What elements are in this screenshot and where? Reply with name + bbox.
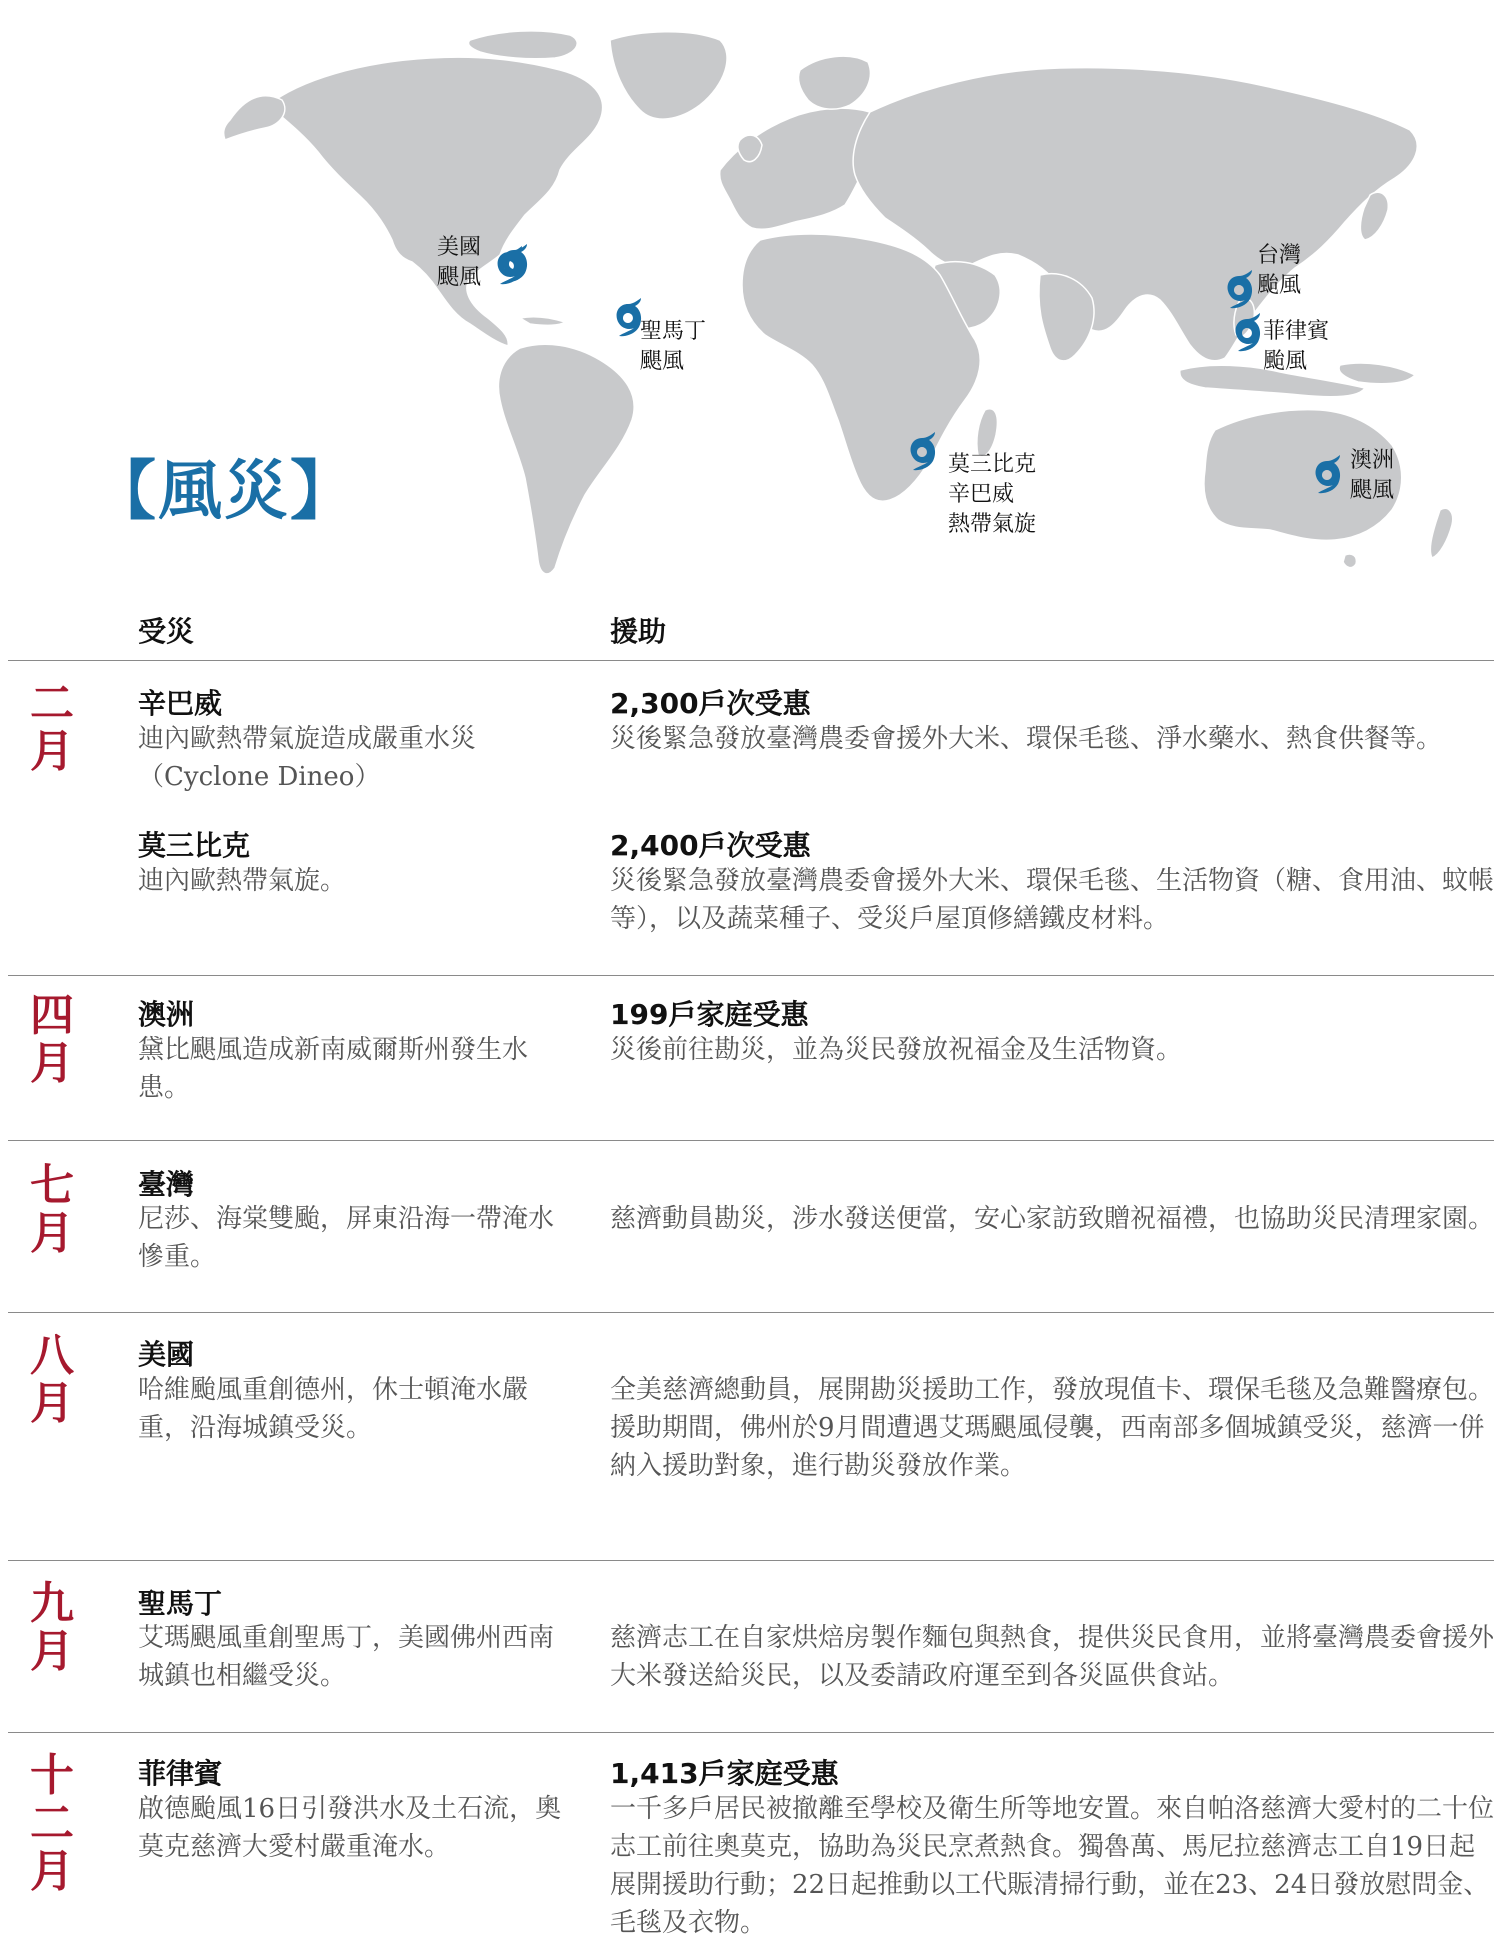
divider [8,1732,1494,1733]
map-label-australia: 澳洲 颶風 [1350,448,1395,503]
aid-desc: 全美慈濟總動員，展開勘災援助工作，發放現值卡、環保毛毯及急難醫療包。援助期間，佛州於9月間遭遇艾瑪颶風侵襲，西南部多個城鎮受災，慈濟一併納入援助對象，進行勘災發放作業。 [610,1375,1495,1481]
aid-title: 1,413戶家庭受惠 [610,1757,839,1790]
typhoon-icon [497,244,531,286]
month-label: 九 月 [30,1578,74,1677]
section-title: 【風災】 [92,454,356,529]
aid-title: 2,400戶次受惠 [610,829,811,862]
aid-title: 199戶家庭受惠 [610,998,809,1031]
map-label-usa: 美國 颶風 [437,235,482,290]
divider [8,1312,1494,1313]
landmass-new-guinea [1339,363,1415,384]
map-label-st-maarten: 聖馬丁 颶風 [640,319,707,374]
aid-desc: 災後緊急發放臺灣農委會援外大米、環保毛毯、淨水藥水、熱食供餐等。 [610,724,1443,754]
divider [8,1560,1494,1561]
disaster-place: 辛巴威 [138,687,223,720]
aid-title: 2,300戶次受惠 [610,687,811,720]
month-label: 四 月 [30,990,74,1089]
landmass-greenland [610,32,727,119]
disaster-place: 臺灣 [138,1168,195,1201]
disaster-desc: 啟德颱風16日引發洪水及土石流，奧莫克慈濟大愛村嚴重淹水。 [138,1794,562,1862]
divider [8,660,1494,661]
header-disaster: 受災 [138,615,195,648]
landmass-south-america [498,344,634,574]
disaster-place: 美國 [138,1338,195,1371]
map-label-philippines: 菲律賓 颱風 [1263,319,1330,374]
month-label: 八 月 [30,1330,74,1429]
landmass-alaska [224,96,285,140]
landmass-caribbean [520,317,565,326]
disaster-place: 聖馬丁 [138,1587,223,1620]
typhoon-icon [1310,455,1344,497]
disaster-desc: 迪內歐熱帶氣旋。 [138,866,347,896]
map-label-taiwan: 台灣 颱風 [1257,243,1302,298]
month-label: 二 月 [30,678,74,777]
aid-desc: 災後緊急發放臺灣農委會援外大米、環保毛毯、生活物資（糖、食用油、蚊帳等），以及蔬菜種子、受災戶屋頂修繕鐵皮材料。 [610,866,1495,934]
typhoon-icon [905,432,939,474]
month-label: 十 二 月 [30,1750,74,1897]
map-label-mozambique: 莫三比克 辛巴威 熱帶氣旋 [948,452,1037,537]
disaster-place: 莫三比克 [138,829,251,862]
divider [8,975,1494,976]
disaster-desc: 迪內歐熱帶氣旋造成嚴重水災（Cyclone Dineo） [138,724,477,792]
landmass-scandinavia [798,56,870,109]
landmass-tasmania [1343,554,1356,568]
disaster-desc: 黛比颶風造成新南威爾斯州發生水患。 [138,1035,529,1103]
aid-desc: 慈濟志工在自家烘焙房製作麵包與熱食，提供災民食用，並將臺灣農委會援外大米發送給災民，以及委請政府運至到各災區供食站。 [610,1623,1495,1691]
disaster-place: 菲律賓 [138,1757,223,1790]
typhoon-icon [1222,270,1256,312]
disaster-place: 澳洲 [138,998,195,1031]
month-label: 七 月 [30,1160,74,1259]
landmass-arctic-islands [468,31,577,59]
aid-desc: 一千多戶居民被撤離至學校及衛生所等地安置。來自帕洛慈濟大愛村的二十位志工前往奧莫克，協助為災民烹煮熱食。獨魯萬、馬尼拉慈濟志工自19日起展開援助行動；22日起推動以工代賑清掃行動，並在23、24日發放慰問金、毛毯及衣物。 [610,1794,1495,1938]
landmass-new-zealand [1430,508,1452,558]
typhoon-icon [1230,313,1264,355]
divider [8,1140,1494,1141]
aid-desc: 慈濟動員勘災，涉水發送便當，安心家訪致贈祝福禮，也協助災民清理家園。 [610,1204,1495,1234]
disaster-desc: 艾瑪颶風重創聖馬丁，美國佛州西南城鎮也相繼受災。 [138,1623,555,1691]
aid-desc: 災後前往勘災，並為災民發放祝福金及生活物資。 [610,1035,1183,1065]
disaster-desc: 哈維颱風重創德州，休士頓淹水嚴重，沿海城鎮受災。 [138,1375,529,1443]
landmass-north-america [268,57,603,346]
header-aid: 援助 [610,615,667,648]
disaster-desc: 尼莎、海棠雙颱，屏東沿海一帶淹水慘重。 [138,1204,555,1272]
